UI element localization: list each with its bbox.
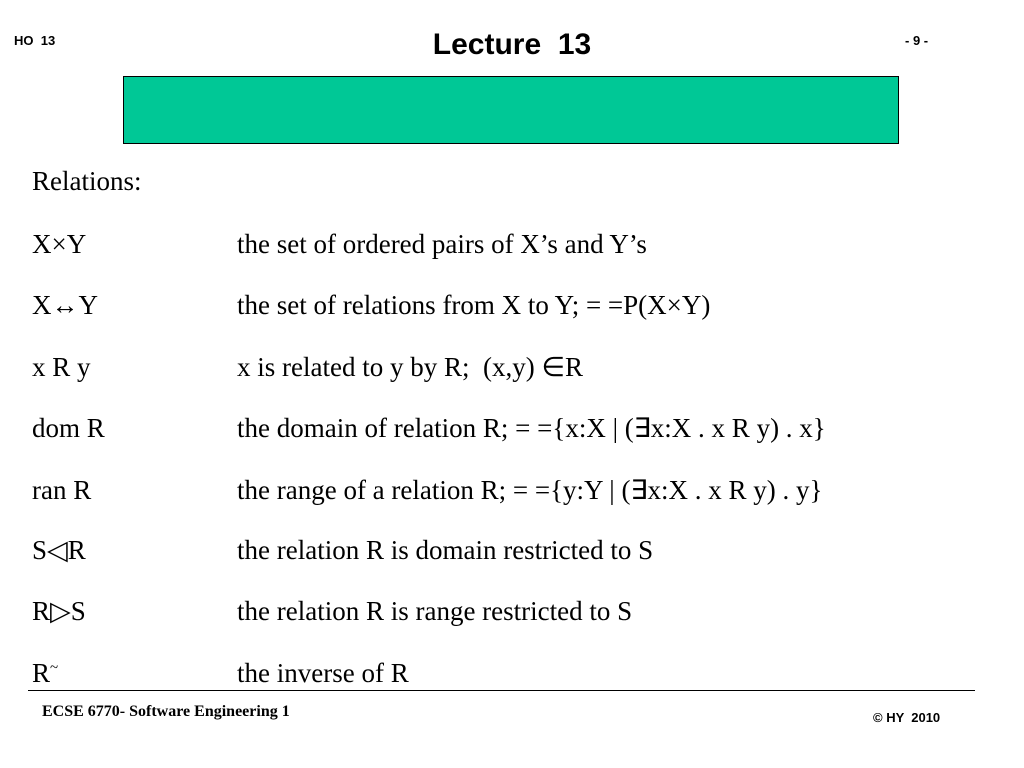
handout-label: HO 13 — [14, 33, 56, 48]
relation-symbol: X×Y — [32, 229, 87, 259]
relation-description: the set of ordered pairs of X’s and Y’s — [237, 229, 647, 259]
course-label: ECSE 6770- Software Engineering 1 — [42, 703, 290, 720]
relation-symbol: x R y — [32, 352, 91, 382]
relation-symbol-tilde: ~ — [50, 660, 59, 676]
relation-description: x is related to y by R; (x,y) ∈R — [237, 352, 583, 382]
copyright-label: © HY 2010 — [873, 710, 941, 725]
relation-description: the set of relations from X to Y; = =P(X×Y) — [237, 290, 711, 320]
relation-row-range-restriction — [32, 596, 633, 632]
page-number: - 9 - — [905, 33, 929, 48]
relation-row-domain — [32, 413, 826, 449]
relation-description: the range of a relation R; = ={y:Y | (∃x:X . x R y) . y} — [237, 475, 823, 505]
footer-divider — [28, 690, 975, 691]
relation-symbol — [32, 658, 58, 689]
relation-row-relations-set — [32, 290, 711, 326]
relation-description: the relation R is range restricted to S — [237, 596, 633, 626]
relation-description: the inverse of R — [237, 658, 409, 688]
relation-symbol: X↔Y — [32, 290, 98, 320]
relation-row-inverse — [32, 658, 409, 694]
relation-symbol: ran R — [32, 475, 92, 505]
relation-description: the domain of relation R; = ={x:X | (∃x:X . x R y) . x} — [237, 413, 826, 443]
relation-description: the relation R is domain restricted to S — [237, 535, 654, 565]
relation-row-related — [32, 352, 583, 388]
relation-row-domain-restriction — [32, 535, 654, 571]
relation-symbol: dom R — [32, 413, 105, 443]
relation-symbol: R▷S — [32, 596, 86, 626]
relation-row-cartesian-product — [32, 229, 647, 265]
relation-row-range — [32, 475, 823, 511]
relation-symbol-base: R — [32, 658, 51, 688]
title-banner — [123, 76, 899, 144]
relation-symbol: S◁R — [32, 535, 86, 565]
page-title: Lecture 13 — [432, 28, 592, 61]
section-heading: Relations: — [32, 166, 142, 196]
